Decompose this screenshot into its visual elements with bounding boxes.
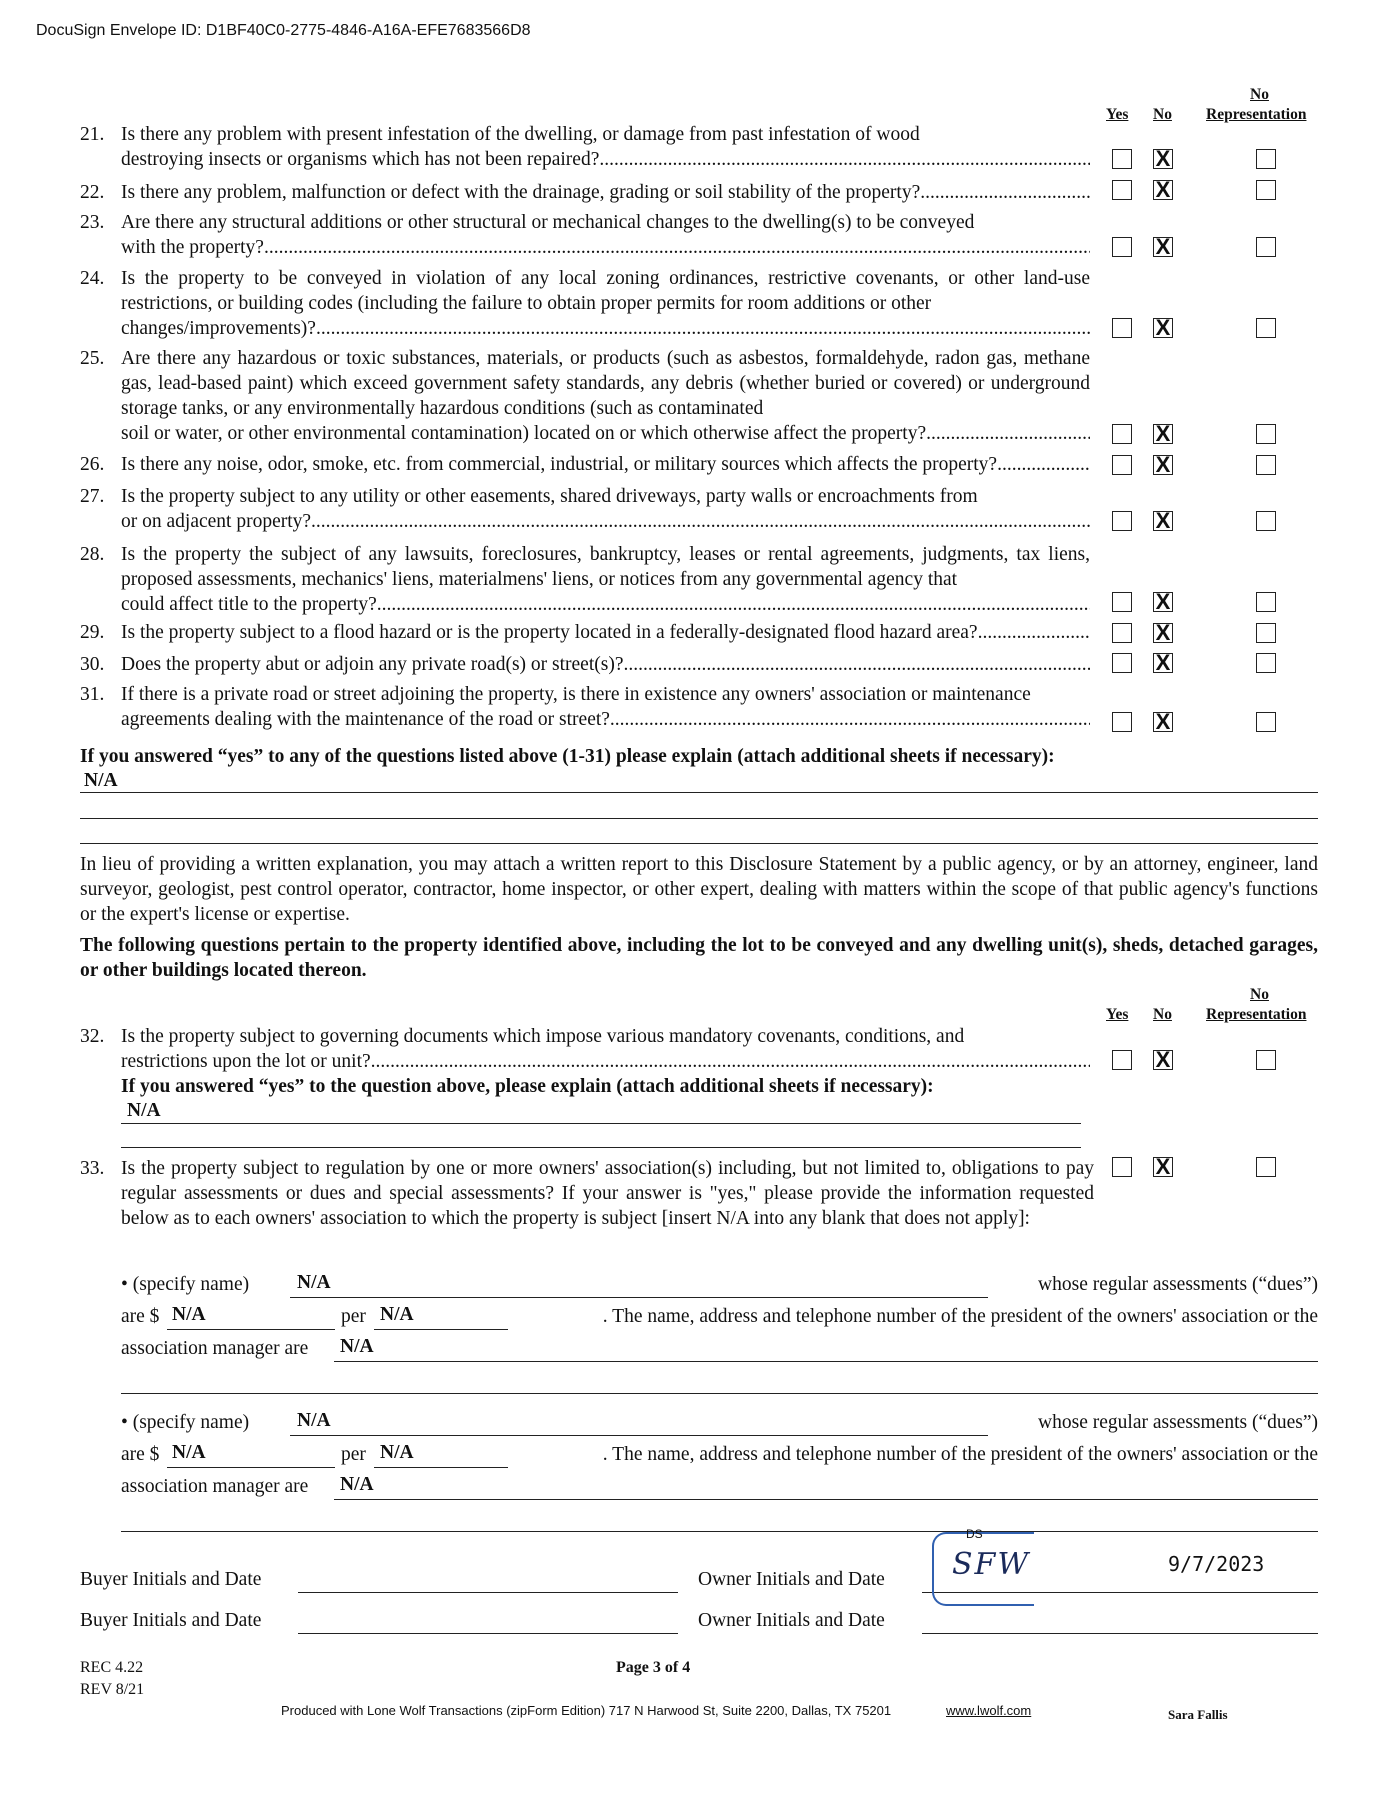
- q21-norep-checkbox[interactable]: [1256, 149, 1276, 169]
- q31-no-checkbox[interactable]: X: [1153, 712, 1173, 732]
- q32-no-checkbox[interactable]: X: [1153, 1050, 1173, 1070]
- footer-rec: REC 4.22: [80, 1659, 144, 1676]
- assoc-whose-label: whose regular assessments (“dues”): [1038, 1412, 1318, 1433]
- assoc-name-line: [290, 1435, 988, 1436]
- assoc-are-label: are $: [121, 1306, 160, 1327]
- explain-line-1: [80, 792, 1318, 793]
- q28-yes-checkbox[interactable]: [1112, 592, 1132, 612]
- explain-line-3: [80, 843, 1318, 844]
- question-27: 27. Is the property subject to any utility or other easements, shared driveways, party walls or encroachments from or on adjacent property? .....: [80, 484, 1090, 534]
- owner-initials-label-1: Owner Initials and Date: [698, 1569, 885, 1590]
- q27-no-checkbox[interactable]: X: [1153, 511, 1173, 531]
- assoc-manager-label: association manager are: [121, 1338, 309, 1359]
- q29-norep-checkbox[interactable]: [1256, 623, 1276, 643]
- q33-no-checkbox[interactable]: X: [1153, 1157, 1173, 1177]
- question-22: 22. Is there any problem, malfunction or defect with the drainage, grading or soil stability of the property? .....: [80, 180, 1090, 205]
- question-26: 26. Is there any noise, odor, smoke, etc. from commercial, industrial, or military sources which affects the property? .....: [80, 452, 1090, 477]
- explain-32-line-1: [121, 1123, 1081, 1124]
- footer-url[interactable]: www.lwolf.com: [946, 1703, 1032, 1718]
- q29-no-checkbox[interactable]: X: [1153, 623, 1173, 643]
- q30-yes-checkbox[interactable]: [1112, 653, 1132, 673]
- footer-page: Page 3 of 4: [616, 1659, 691, 1676]
- buyer-initials-line-1[interactable]: [298, 1592, 678, 1593]
- assoc-manager-value[interactable]: N/A: [340, 1336, 374, 1357]
- question-28: 28. Is the property the subject of any lawsuits, foreclosures, bankruptcy, leases or rental agreements, judgments, tax liens, proposed assessments, mechanics' liens, materialmens' liens, or notices from any governmental agency that could affect title to the property? .....: [80, 542, 1090, 617]
- question-30: 30. Does the property abut or adjoin any private road(s) or street(s)? .....: [80, 652, 1090, 677]
- q30-norep-checkbox[interactable]: [1256, 653, 1276, 673]
- col-norep-header-2: Representation: [1206, 106, 1307, 123]
- assoc-manager-line: [334, 1361, 1318, 1362]
- q26-yes-checkbox[interactable]: [1112, 455, 1132, 475]
- q29-yes-checkbox[interactable]: [1112, 623, 1132, 643]
- explain-1-31-label: If you answered “yes” to any of the questions listed above (1-31) please explain (attach additional sheets if necessary):: [80, 746, 1055, 767]
- buyer-initials-label-2: Buyer Initials and Date: [80, 1610, 262, 1631]
- assoc-name-value[interactable]: N/A: [297, 1410, 331, 1431]
- owner-initials-label-2: Owner Initials and Date: [698, 1610, 885, 1631]
- assoc-dues-line: [167, 1329, 335, 1330]
- assoc-are-label: are $: [121, 1444, 160, 1465]
- q23-yes-checkbox[interactable]: [1112, 237, 1132, 257]
- assoc-name-value[interactable]: N/A: [297, 1272, 331, 1293]
- assoc-name-address-text: . The name, address and telephone number of the president of the owners' association or the: [602, 1444, 1318, 1465]
- explain-32-value[interactable]: N/A: [127, 1100, 161, 1121]
- assoc-specify-label: • (specify name): [121, 1412, 250, 1433]
- explain-1-31-value[interactable]: N/A: [84, 770, 118, 791]
- question-32: 32. Is the property subject to governing documents which impose various mandatory covenants, conditions, and restrictions upon the lot or unit? .....: [80, 1024, 1090, 1074]
- assoc-extra-line: [121, 1531, 1318, 1532]
- assoc-manager-line: [334, 1499, 1318, 1500]
- q24-yes-checkbox[interactable]: [1112, 318, 1132, 338]
- q25-yes-checkbox[interactable]: [1112, 424, 1132, 444]
- q25-no-checkbox[interactable]: X: [1153, 424, 1173, 444]
- q30-no-checkbox[interactable]: X: [1153, 653, 1173, 673]
- q23-no-checkbox[interactable]: X: [1153, 237, 1173, 257]
- col-norep-header-2a: No: [1250, 986, 1269, 1003]
- q31-norep-checkbox[interactable]: [1256, 712, 1276, 732]
- assoc-per-label: per: [341, 1444, 366, 1465]
- following-paragraph: The following questions pertain to the property identified above, including the lot to be conveyed and any dwelling unit(s), sheds, detached garages, or other buildings located thereon.: [80, 935, 1318, 981]
- q24-no-checkbox[interactable]: X: [1153, 318, 1173, 338]
- envelope-id: DocuSign Envelope ID: D1BF40C0-2775-4846-A16A-EFE7683566D8: [36, 22, 531, 39]
- assoc-dues-line: [167, 1467, 335, 1468]
- lieu-paragraph: In lieu of providing a written explanation, you may attach a written report to this Disclosure Statement by a public agency, or by an attorney, engineer, land surveyor, geologist, pest control operator, contractor, home inspector, or other expert, dealing with matters within the scope of that public agency's functions or the expert's license or expertise.: [80, 854, 1318, 925]
- q26-no-checkbox[interactable]: X: [1153, 455, 1173, 475]
- col-no-header: No: [1153, 106, 1172, 123]
- col-yes-header: Yes: [1106, 106, 1129, 123]
- assoc-dues-value[interactable]: N/A: [172, 1442, 206, 1463]
- q23-norep-checkbox[interactable]: [1256, 237, 1276, 257]
- q32-norep-checkbox[interactable]: [1256, 1050, 1276, 1070]
- question-25: 25. Are there any hazardous or toxic substances, materials, or products (such as asbestos, formaldehyde, radon gas, methane gas, lead-based paint) which exceed government safety standards, any debris (whether buried or covered) or underground storage tanks, or any environmentally hazardous conditions (such as contaminated soil or water, or other environmental contamination) located on or which otherwise affect the property? .....: [80, 346, 1090, 446]
- q27-norep-checkbox[interactable]: [1256, 511, 1276, 531]
- q21-no-checkbox[interactable]: X: [1153, 149, 1173, 169]
- q28-no-checkbox[interactable]: X: [1153, 592, 1173, 612]
- owner-initials-line-2[interactable]: [922, 1633, 1318, 1634]
- assoc-name-address-text: . The name, address and telephone number of the president of the owners' association or the: [602, 1306, 1318, 1327]
- col-no-header-2: No: [1153, 1006, 1172, 1023]
- assoc-name-line: [290, 1297, 988, 1298]
- assoc-dues-value[interactable]: N/A: [172, 1304, 206, 1325]
- assoc-specify-label: • (specify name): [121, 1274, 250, 1295]
- q33-yes-checkbox[interactable]: [1112, 1157, 1132, 1177]
- q22-norep-checkbox[interactable]: [1256, 180, 1276, 200]
- buyer-initials-label-1: Buyer Initials and Date: [80, 1569, 262, 1590]
- assoc-per-line: [374, 1329, 508, 1330]
- q24-norep-checkbox[interactable]: [1256, 318, 1276, 338]
- assoc-per-value[interactable]: N/A: [380, 1442, 414, 1463]
- q22-no-checkbox[interactable]: X: [1153, 180, 1173, 200]
- assoc-extra-line: [121, 1393, 1318, 1394]
- q25-norep-checkbox[interactable]: [1256, 424, 1276, 444]
- docusign-ds-label: DS: [966, 1527, 983, 1541]
- explain-32-line-2: [121, 1147, 1081, 1148]
- explain-32-label: If you answered “yes” to the question above, please explain (attach additional sheets if necessary):: [121, 1076, 934, 1097]
- assoc-manager-label: association manager are: [121, 1476, 309, 1497]
- col-yes-header-2: Yes: [1106, 1006, 1129, 1023]
- q27-yes-checkbox[interactable]: [1112, 511, 1132, 531]
- buyer-initials-line-2[interactable]: [298, 1633, 678, 1634]
- col-norep-header-2b: Representation: [1206, 1006, 1307, 1023]
- q31-yes-checkbox[interactable]: [1112, 712, 1132, 732]
- assoc-whose-label: whose regular assessments (“dues”): [1038, 1274, 1318, 1295]
- q21-yes-checkbox[interactable]: [1112, 149, 1132, 169]
- q26-norep-checkbox[interactable]: [1256, 455, 1276, 475]
- assoc-per-value[interactable]: N/A: [380, 1304, 414, 1325]
- explain-line-2: [80, 818, 1318, 819]
- question-33: 33. Is the property subject to regulation by one or more owners' association(s) including, but not limited to, obligations to pay regular assessments or dues and special assessments? If your answer is "yes," please provide the information requested below as to each owners' association to which the property is subject [insert N/A into any blank that does not apply]:: [80, 1158, 1094, 1229]
- question-24: 24. Is the property to be conveyed in violation of any local zoning ordinances, restrictive covenants, or other land-use restrictions, or building codes (including the failure to obtain proper permits for room additions or other changes/improvements)? .....: [80, 266, 1090, 341]
- owner-initials-date: 9/7/2023: [1168, 1552, 1265, 1576]
- q33-norep-checkbox[interactable]: [1256, 1157, 1276, 1177]
- q22-yes-checkbox[interactable]: [1112, 180, 1132, 200]
- q32-yes-checkbox[interactable]: [1112, 1050, 1132, 1070]
- col-norep-header-1: No: [1250, 86, 1269, 103]
- owner-initials-signature: SFW: [952, 1547, 1031, 1582]
- footer-name: Sara Fallis: [1168, 1707, 1228, 1722]
- question-21: 21. Is there any problem with present infestation of the dwelling, or damage from past infestation of wood destroying insects or organisms which has not been repaired? .....: [80, 122, 1090, 172]
- assoc-per-label: per: [341, 1306, 366, 1327]
- assoc-manager-value[interactable]: N/A: [340, 1474, 374, 1495]
- question-23: 23. Are there any structural additions or other structural or mechanical changes to the dwelling(s) to be conveyed with the property? .....: [80, 210, 1090, 260]
- q28-norep-checkbox[interactable]: [1256, 592, 1276, 612]
- footer-produced: Produced with Lone Wolf Transactions (zipForm Edition) 717 N Harwood St, Suite 2200, Dallas, TX 75201: [281, 1703, 892, 1718]
- question-29: 29. Is the property subject to a flood hazard or is the property located in a federally-designated flood hazard area? .....: [80, 620, 1090, 645]
- assoc-per-line: [374, 1467, 508, 1468]
- footer-rev: REV 8/21: [80, 1681, 145, 1698]
- question-31: 31. If there is a private road or street adjoining the property, is there in existence any owners' association or maintenance agreements dealing with the maintenance of the road or street? .....: [80, 682, 1090, 732]
